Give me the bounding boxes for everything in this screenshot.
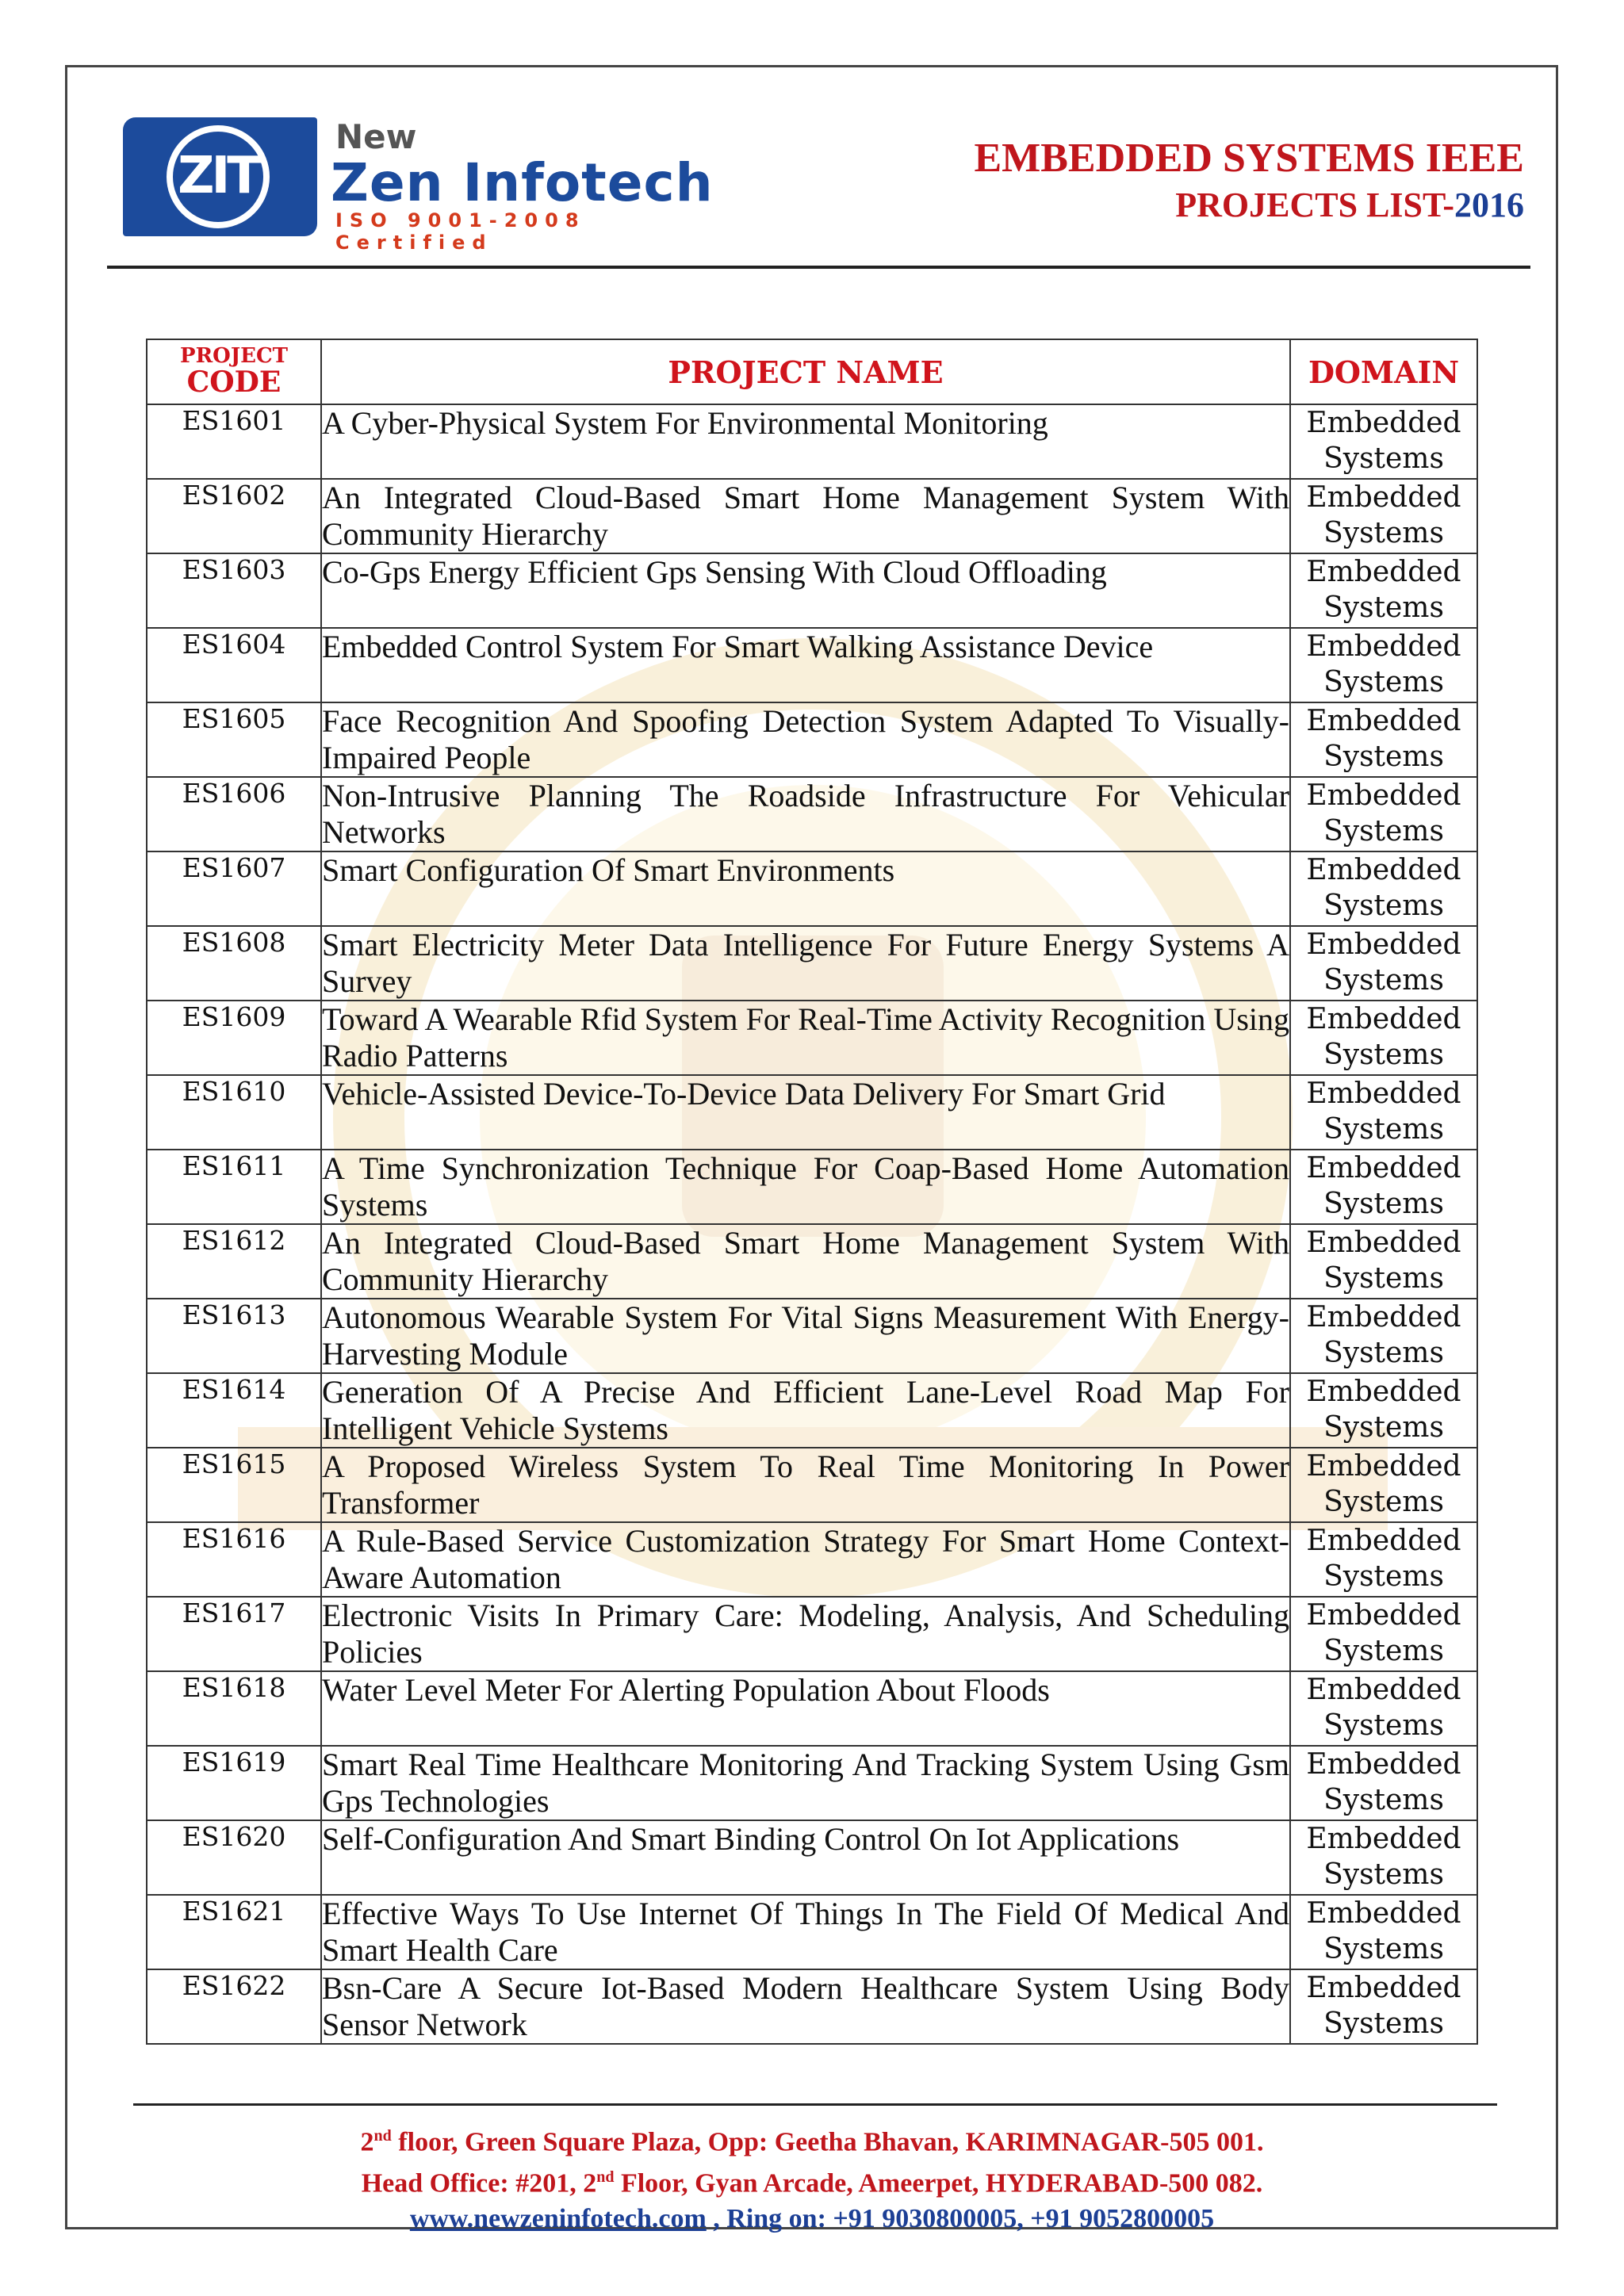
table-row	[147, 1969, 1477, 2044]
project-code-cell: ES1616	[147, 1522, 321, 1597]
footer-head-office	[0, 2160, 1624, 2201]
project-code-cell: ES1601	[147, 404, 321, 479]
table-row	[147, 479, 1477, 553]
project-code-cell: ES1621	[147, 1895, 321, 1969]
table-row	[147, 851, 1477, 926]
domain-cell: Embedded Systems	[1290, 479, 1477, 553]
domain-cell: Embedded Systems	[1290, 702, 1477, 777]
table-row	[147, 1522, 1477, 1597]
footer-line2-sup: nd	[596, 2168, 615, 2187]
footer-phone: , Ring on: +91 9030800005, +91 9052800005	[706, 2203, 1215, 2233]
project-code-cell: ES1622	[147, 1969, 321, 2044]
project-name-cell: Toward A Wearable Rfid System For Real-Time Activity Recognition Using Radio Patterns	[322, 1001, 1289, 1073]
header-project-name: PROJECT NAME	[321, 339, 1290, 404]
project-name-cell: Non-Intrusive Planning The Roadside Infrastructure For Vehicular Networks	[322, 778, 1289, 850]
project-code-cell: ES1610	[147, 1075, 321, 1150]
logo-monogram: ZIT	[167, 125, 270, 228]
logo-company-name: Zen Infotech	[331, 152, 714, 213]
header-divider	[107, 266, 1530, 269]
project-code-cell: ES1614	[147, 1373, 321, 1448]
table-row	[147, 1224, 1477, 1299]
logo-iso-certified: ISO 9001-2008 Certified	[335, 209, 586, 254]
domain-cell: Embedded Systems	[1290, 1224, 1477, 1299]
project-name-cell: Vehicle-Assisted Device-To-Device Data Delivery For Smart Grid	[321, 1075, 1290, 1150]
domain-cell: Embedded Systems	[1290, 1820, 1477, 1895]
footer-line1-pre: 2	[360, 2127, 374, 2157]
domain-cell: Embedded Systems	[1290, 1969, 1477, 2044]
table-row	[147, 1895, 1477, 1969]
project-code-cell: ES1613	[147, 1299, 321, 1373]
project-name-cell: An Integrated Cloud-Based Smart Home Management System With Community Hierarchy	[322, 1225, 1289, 1297]
footer-line2-post: Floor, Gyan Arcade, Ameerpet, HYDERABAD-500 082.	[614, 2168, 1263, 2198]
table-row	[147, 628, 1477, 702]
table-row	[147, 1299, 1477, 1373]
domain-cell: Embedded Systems	[1290, 926, 1477, 1001]
project-code-cell: ES1617	[147, 1597, 321, 1671]
company-logo	[123, 117, 741, 254]
header-domain: DOMAIN	[1290, 339, 1477, 404]
project-name-cell: Generation Of A Precise And Efficient Lane-Level Road Map For Intelligent Vehicle Systems	[322, 1374, 1289, 1446]
project-code-cell: ES1602	[147, 479, 321, 553]
letterhead	[111, 111, 1538, 270]
domain-cell: Embedded Systems	[1290, 1597, 1477, 1671]
project-name-cell: Smart Electricity Meter Data Intelligence For Future Energy Systems A Survey	[322, 927, 1289, 999]
footer-divider	[133, 2103, 1497, 2106]
domain-cell: Embedded Systems	[1290, 1150, 1477, 1224]
project-code-cell: ES1611	[147, 1150, 321, 1224]
table-row	[147, 404, 1477, 479]
project-code-cell: ES1609	[147, 1001, 321, 1075]
project-name-cell: Electronic Visits In Primary Care: Modeling, Analysis, And Scheduling Policies	[322, 1598, 1289, 1670]
project-code-cell: ES1605	[147, 702, 321, 777]
domain-cell: Embedded Systems	[1290, 1895, 1477, 1969]
domain-cell: Embedded Systems	[1290, 1373, 1477, 1448]
table-row	[147, 1448, 1477, 1522]
footer-address	[0, 2118, 1624, 2237]
project-name-cell: Bsn-Care A Secure Iot-Based Modern Healthcare System Using Body Sensor Network	[322, 1970, 1289, 2042]
domain-cell: Embedded Systems	[1290, 1299, 1477, 1373]
project-code-cell: ES1604	[147, 628, 321, 702]
domain-cell: Embedded Systems	[1290, 777, 1477, 851]
logo-badge	[123, 117, 317, 236]
table-row	[147, 926, 1477, 1001]
project-name-cell: Embedded Control System For Smart Walking Assistance Device	[321, 628, 1290, 702]
project-code-cell: ES1606	[147, 777, 321, 851]
project-name-cell: Autonomous Wearable System For Vital Signs Measurement With Energy-Harvesting Module	[322, 1299, 1289, 1372]
domain-cell: Embedded Systems	[1290, 851, 1477, 926]
domain-cell: Embedded Systems	[1290, 1001, 1477, 1075]
title-line-2	[974, 185, 1524, 225]
project-code-cell: ES1615	[147, 1448, 321, 1522]
project-code-cell: ES1608	[147, 926, 321, 1001]
domain-cell: Embedded Systems	[1290, 1448, 1477, 1522]
title-line-1: EMBEDDED SYSTEMS IEEE	[974, 136, 1524, 181]
table-row	[147, 1746, 1477, 1820]
project-name-cell: Smart Configuration Of Smart Environments	[321, 851, 1290, 926]
project-name-cell: Smart Real Time Healthcare Monitoring And Tracking System Using Gsm Gps Technologies	[322, 1747, 1289, 1819]
header-code-big: CODE	[186, 365, 282, 399]
logo-new-text: New	[335, 117, 417, 156]
table-row	[147, 1075, 1477, 1150]
table-row	[147, 1373, 1477, 1448]
table-row	[147, 1671, 1477, 1746]
footer-line1-post: floor, Green Square Plaza, Opp: Geetha Bhavan, KARIMNAGAR-505 001.	[391, 2127, 1264, 2157]
header-project-code	[147, 339, 321, 404]
project-name-cell: Co-Gps Energy Efficient Gps Sensing With Cloud Offloading	[321, 553, 1290, 628]
website-link[interactable]: www.newzeninfotech.com	[409, 2203, 707, 2233]
footer-line1-sup: nd	[373, 2127, 392, 2145]
domain-cell: Embedded Systems	[1290, 1522, 1477, 1597]
table-row	[147, 1150, 1477, 1224]
table-row	[147, 1597, 1477, 1671]
project-name-cell: A Rule-Based Service Customization Strategy For Smart Home Context-Aware Automation	[322, 1523, 1289, 1595]
title-year: 2016	[1454, 186, 1524, 224]
title-line-2-text: PROJECTS LIST-	[1175, 186, 1454, 224]
table-row	[147, 702, 1477, 777]
project-name-cell: A Time Synchronization Technique For Coap-Based Home Automation Systems	[322, 1150, 1289, 1223]
project-name-cell: An Integrated Cloud-Based Smart Home Management System With Community Hierarchy	[322, 480, 1289, 552]
footer-line2-pre: Head Office: #201, 2	[361, 2168, 597, 2198]
project-code-cell: ES1618	[147, 1671, 321, 1746]
project-name-cell: Water Level Meter For Alerting Population About Floods	[321, 1671, 1290, 1746]
project-name-cell: Face Recognition And Spoofing Detection System Adapted To Visually-Impaired People	[322, 703, 1289, 775]
document-title	[974, 135, 1524, 225]
domain-cell: Embedded Systems	[1290, 404, 1477, 479]
domain-cell: Embedded Systems	[1290, 553, 1477, 628]
domain-cell: Embedded Systems	[1290, 1671, 1477, 1746]
project-code-cell: ES1612	[147, 1224, 321, 1299]
footer-contact	[0, 2202, 1624, 2237]
project-code-cell: ES1620	[147, 1820, 321, 1895]
project-name-cell: A Cyber-Physical System For Environmental Monitoring	[321, 404, 1290, 479]
domain-cell: Embedded Systems	[1290, 1746, 1477, 1820]
table-row	[147, 1001, 1477, 1075]
table-row	[147, 777, 1477, 851]
project-code-cell: ES1603	[147, 553, 321, 628]
domain-cell: Embedded Systems	[1290, 1075, 1477, 1150]
table-header-row	[147, 339, 1477, 404]
header-code-small: PROJECT	[180, 344, 288, 369]
project-code-cell: ES1607	[147, 851, 321, 926]
projects-table	[146, 339, 1478, 2045]
table-row	[147, 553, 1477, 628]
table-row	[147, 1820, 1477, 1895]
project-code-cell: ES1619	[147, 1746, 321, 1820]
domain-cell: Embedded Systems	[1290, 628, 1477, 702]
project-name-cell: Self-Configuration And Smart Binding Control On Iot Applications	[321, 1820, 1290, 1895]
project-name-cell: A Proposed Wireless System To Real Time Monitoring In Power Transformer	[322, 1448, 1289, 1521]
project-name-cell: Effective Ways To Use Internet Of Things In The Field Of Medical And Smart Health Care	[322, 1896, 1289, 1968]
footer-branch-address	[0, 2118, 1624, 2160]
